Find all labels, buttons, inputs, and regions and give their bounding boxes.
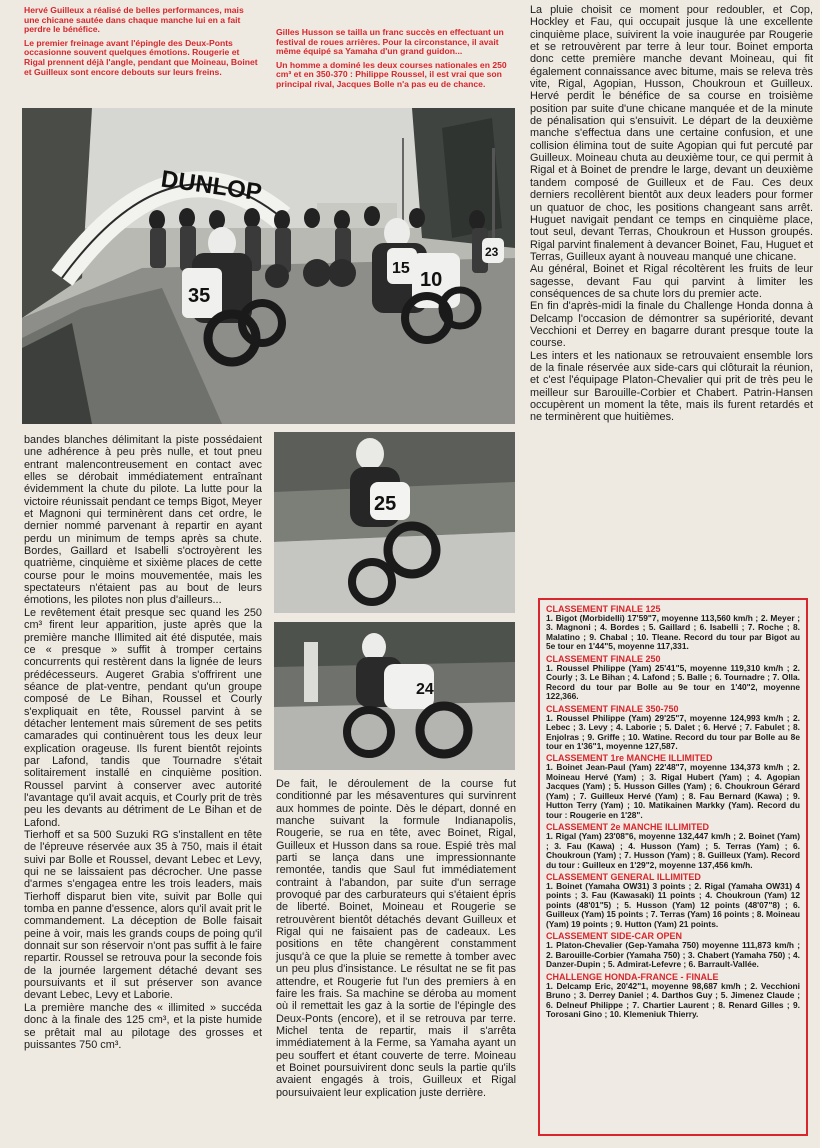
caption-epingle: Le premier freinage avant l'épingle des Deux-Ponts occasionne souvent quelques émotions. Rougerie et Rigal prennent déjà l'angle, pendant que Moineau, Boinet et Guilleux sont encore debouts sur leurs freins. [24, 37, 258, 77]
results-body: 1. Boinet (Yamaha OW31) 3 points ; 2. Rigal (Yamaha OW31) 4 points ; 3. Fau (Kawasaki) 11 points ; 4. Choukroun (Yam) 12 points (48'01"5) ; 5. Husson (Yam) 12 points (48'07"8) ; 6. Guilleux (Yam) 15 points ; 7. Terras (Yam) 16 points ; 8. Moineau (Yam) 19 points ; 9. Hutton (Yam) 21 points. [546, 880, 800, 929]
results-body: 1. Roussel Philippe (Yam) 25'41"5, moyenne 119,310 km/h ; 2. Courly ; 3. Le Bihan ; 4. Lafond ; 5. Balle ; 6. Tournadre ; 7. Olla. Record du tour par Bolle au 9e tour en 1'40"2, moyenne 122,366. [546, 662, 800, 702]
results-title: CHALLENGE HONDA-FRANCE - FINALE [546, 971, 719, 982]
results-title: CLASSEMENT FINALE 350-750 [546, 703, 679, 714]
bike-number-15: 15 [392, 260, 410, 277]
results-section [546, 872, 800, 929]
arch-sponsor-text: DUNLOP [159, 165, 264, 207]
article-paragraph: bandes blanches délimitant la piste possédaient une adhérence à peu près nulle, et tout pneu entrant malencontreusement en contact avec elles se dérobait immédiatement entraînant évidemment la chute du pilote. La lutte pour la victoire réunissait pendant ce temps Bigot, Meyer et Magnoni qui terminèrent dans cet ordre, le dernier nommé parvenant à repartir en ayant perdu un minimum de temps après sa chute. Bordes, Gaillard et Isabelli s'octroyèrent les quatrième, cinquième et sixième places de cette course pour le moins mouvementée, mais les spectateurs n'étaient pas au bout de leurs émotions, les pilotes non plus d'ailleurs... [24, 434, 262, 607]
article-right-column [530, 4, 813, 424]
photo-roussel-image [274, 622, 515, 770]
article-paragraph: Au général, Boinet et Rigal récoltèrent les fruits de leur sagesse, devant Fau qui parvint à limiter les conséquences de sa chute lors du premier acte. [530, 263, 813, 300]
article-middle-column [276, 778, 516, 1099]
article-paragraph: Tierhoff et sa 500 Suzuki RG s'installent en tête de l'épreuve réservée aux 35 à 750, mais il était suivi par Bolle et Roussel, devant Lebec et Levy, qui ne se laissaient pas décrocher. Une passe d'armes s'engagea entre les trois leaders, mais Tierhoff disparut bien vite, suivit par Bolle qui tomba en panne d'essence, alors qu'il avait prit le commandement. La déception de Bolle faisait peine à voir, mais les grands coups de poing qu'il donnait sur son réservoir n'ont pas suffit à le faire repartir. Roussel se retrouva pour la seconde fois de la journée largement détaché devant ses poursuivants et il sut préserver son avance devant Lebec, Levy et Laborie. [24, 829, 262, 1002]
caption-middle [276, 28, 516, 94]
results-body: 1. Roussel Philippe (Yam) 29'25"7, moyenne 124,993 km/h ; 2. Lebec ; 3. Levy ; 4. Laborie ; 5. Dalet ; 6. Hervé ; 7. Fabulet ; 8. Enjolras ; 9. Griffe ; 10. Watine. Record du tour par Bolle au 8e tour en 1'36"1, moyenne 127,587. [546, 712, 800, 751]
results-title: CLASSEMENT FINALE 125 [546, 604, 661, 614]
results-title: CLASSEMENT SIDE-CAR OPEN [546, 931, 683, 942]
results-section [546, 972, 800, 1020]
results-section [546, 604, 800, 652]
article-paragraph: En fin d'après-midi la finale du Challenge Honda donna à Delcamp l'occasion de démontrer sa supériorité, devant Vecchioni et Derrey en bagarre durant presque toute la course. [530, 300, 813, 350]
photo-race-start [22, 108, 515, 424]
roussel-bike-number: 24 [416, 681, 434, 698]
bike-number-35: 35 [188, 285, 211, 307]
photo-roussel [274, 622, 515, 770]
results-body: 1. Rigal (Yam) 23'08"6, moyenne 132,447 km/h ; 2. Boinet (Yam) ; 3. Fau (Kawa) ; 4. Husson (Yam) ; 5. Terras (Yam) ; 6. Choukroun (Yam) ; 7. Husson (Yam) ; 8. Guilleux (Yam). Record du tour : Guilleux en 1'29"2, moyenne 137,456 km/h. [546, 831, 800, 870]
results-section [546, 654, 800, 702]
caption-roussel: Un homme a dominé les deux courses nationales en 250 cm³ et en 350-370 : Philippe Roussel, il est vrai que son principal rival, Jacques Bolle n'a pas eu de chance. [276, 59, 507, 89]
results-body: 1. Boinet Jean-Paul (Yam) 22'48"7, moyenne 134,373 km/h ; 2. Moineau Hervé (Yam) ; 3. Rigal Hubert (Yam) ; 4. Agopian Jacques (Yam) ; 5. Husson Gilles (Yam) ; 6. Choukroun Gérard (Yam) ; 7. Guilleux Hervé (Yam) ; 8. Fau Bernard (Kawa) ; 9. Hutton Terry (Yam) ; 10. Matikainen Markky (Yam). Record du tour : Rougerie en 1'28". [546, 762, 800, 820]
results-section [546, 931, 800, 969]
results-body: 1. Platon-Chevalier (Gep-Yamaha 750) moyenne 111,873 km/h ; 2. Barouille-Corbier (Yamaha 750) ; 3. Chabert (Yamaha 750) ; 4. Danzer-Dupin ; 5. Admirat-Lefevre ; 6. Barrault-Vallée. [546, 940, 800, 970]
results-body: 1. Delcamp Eric, 20'42"1, moyenne 98,687 km/h ; 2. Vecchioni Bruno ; 3. Derrey Daniel ; 4. Darthos Guy ; 5. Jimenez Claude ; 6. Delneuf Philippe ; 7. Chartier Laurent ; 8. Renard Gilles ; 9. Torosani Gino ; 10. Klemeniuk Thierry. [546, 980, 800, 1019]
article-paragraph: La pluie choisit ce moment pour redoubler, et Cop, Hockley et Fau, qui occupait jusque là une excellente cinquième place, suivirent la voie inaugurée par Rougerie et se retrouvèrent par terre à leur tour. Boinet emporta donc cette première manche devant Moineau, qui fit également connaissance avec bitume, mais se releva très vite, Rigal, Agopian, Husson, Choukroun et Guilleux. Hervé perdit le bénéfice de sa course en troisième position par suite d'une chicane manquée et de la minute de pénalisation qui s'ensuivit. Le départ de la deuxième manche s'effectua dans une certaine confusion, et une collision élimina tout de suite Agopian qui fut percuté par Guilleux. Moineau chuta au deuxième tour, ce qui permit à Rigal et à Boinet de prendre le large, devant un deuxième tandem composé de Guilleux et de Fau. Ces deux derniers recollèrent bientôt aux deux leaders pour former un quatuor de choc, les positions changeant sans arrêt. Huguet navigait pendant ce temps en cinquième place, tout seul, devant Terras, Choukroun et Husson groupés. Rigal parvint finalement à devancer Boinet, Fau, Huguet et Terras, Guilleux ayant à nouveau manqué une chicane. [530, 4, 813, 263]
photo-husson-wheelie-image [274, 432, 515, 613]
caption-guilleux: Hervé Guilleux a réalisé de belles performances, mais une chicane sautée dans chaque manche lui en a fait perdre le bénéfice. [24, 5, 244, 35]
bike-number-10: 10 [420, 269, 443, 291]
results-title: CLASSEMENT 1re MANCHE ILLIMITED [546, 753, 713, 764]
wheelie-bike-number: 25 [374, 493, 397, 515]
article-paragraph: Le revêtement était presque sec quand les 250 cm³ firent leur apparition, juste après que la première manche Illimited ait été disputée, mais ce « presque » suffit à tromper certains concurrents qui restèrent dans la lignée de leurs prédécesseurs. Augeret Grabia s'offrirent une séance de plat-ventre, pendant qu'un groupe composé de Le Bihan, Roussel et Courly s'expliquait en tête, Roussel parvint à se détacher lentement mais sûrement de ses petits camarades qui continuèrent tous les deux leur explication orageuse. Ils furent bientôt rejoints par Lafond, tandis que Tournadre s'était solitairement installé en cinquième position. Roussel parvint à conserver avec autorité l'avantage qu'il avait acquis, et Courly prit de très peu les devants au détriment de Le Bihan et de Lafond. [24, 606, 262, 829]
results-title: CLASSEMENT GENERAL ILLIMITED [546, 871, 701, 882]
results-section [546, 822, 800, 870]
results-title: CLASSEMENT 2e MANCHE ILLIMITED [546, 822, 710, 833]
article-paragraph: Les inters et les nationaux se retrouvaient ensemble lors de la finale réservée aux side-cars qui clôturait la réunion, et c'est l'équipage Platon-Chevalier qui prit de très peu le meilleur sur Barouille-Corbier et Chabert. Patrin-Hansen occupèrent un moment la tête, mais ils furent retardés et ne terminèrent que huitièmes. [530, 349, 813, 424]
caption-husson: Gilles Husson se tailla un franc succès en effectuant un festival de roues arrières. Pour la circonstance, il avait même équipé sa Yamaha d'un grand guidon... [276, 27, 504, 57]
photo-race-start-image [22, 108, 515, 424]
article-paragraph: La première manche des « illimited » succéda donc à la finale des 125 cm³, et la piste humide se prêtait mal au pilotage des grosses et puissantes 750 cm³. [24, 1001, 262, 1051]
results-section [546, 704, 800, 752]
caption-left [24, 6, 260, 81]
article-paragraph: De fait, le déroulement de la course fut conditionné par les mésaventures qui survinrent aux hommes de pointe. Dès le départ, donné en manche suivant la formule Indianapolis, Rougerie, se rua en tête, avec Boinet, Rigal, Guilleux et Husson dans sa roue. Espié très mal parti se lança dans une impressionnante remontée, tandis que Saul fut immédiatement contraint à l'abandon, par suite d'un serrage provoqué par des carburateurs qui s'étaient épris de liberté. Boinet, Moineau et Rougerie se retrouvèrent bientôt détachés devant Guilleux et Rigal qui ne faisaient pas de cadeaux. Les positions en tête changèrent constamment jusqu'à ce que la pluie se remette à tomber avec un peu plus d'insistance. Le résultat ne se fit pas attendre, et Rougerie fut l'un des premiers à en faire les frais. Sa machine se déroba au moment où il remettait les gaz à la sortie de l'épingle des Deux-Ponts (encore), et il se retrouva par terre. Michel tenta de repartir, mais il s'arrêta immédiatement à la Ferme, sa Yamaha ayant un peu souffert et étant couverte de terre. Moineau et Boinet poursuivirent donc seuls la partie qu'ils avaient engagés à trois, Guilleux et Rigal poursuivaient leur explication juste derrière. [276, 778, 516, 1099]
bike-number-23: 23 [485, 245, 499, 259]
results-section [546, 753, 800, 820]
article-left-column [24, 434, 262, 1051]
photo-husson-wheelie [274, 432, 515, 613]
results-title: CLASSEMENT FINALE 250 [546, 653, 661, 664]
results-box [538, 598, 808, 1136]
results-body: 1. Bigot (Morbidelli) 17'59"7, moyenne 113,560 km/h ; 2. Meyer ; 3. Magnoni ; 4. Bordes ; 5. Gaillard ; 6. Isabelli ; 7. Roche ; 8. Malatino ; 9. Chabal ; 10. Tleane. Record du tour par Bigot au 5e tour en 1'44"5, moyenne 117,331. [546, 613, 800, 652]
